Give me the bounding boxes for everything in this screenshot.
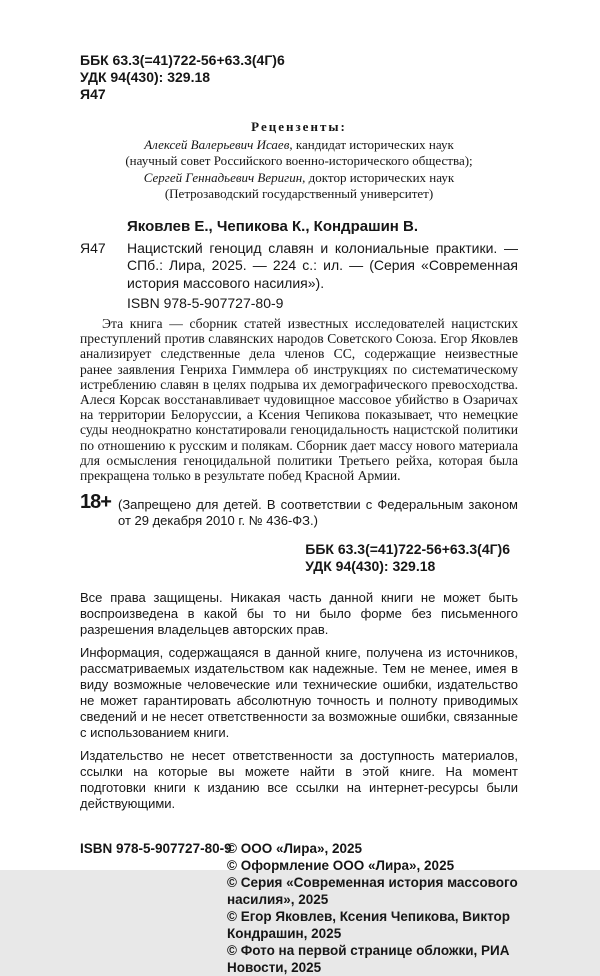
legal-disclaimers [80,590,518,812]
age-restriction-block [80,490,518,530]
bib-description: Нацистский геноцид славян и колониальные практики. — СПб.: Лира, 2025. — 224 с.: ил. — (Серия «Современная история массового насилия»). [127,239,518,291]
udk-code: УДК 94(430): 329.18 [80,69,211,85]
copyright-line: © Фото на первой странице обложки, РИА Новости, 2025 [227,942,510,975]
copyright-line: © Оформление ООО «Лира», 2025 [227,857,455,873]
annotation-text: Эта книга — сборник статей известных исследователей нацистских преступлений против славянских народов Советского Союза. Егор Яковлев анализирует следственные дела членов СС, содержащие неизвестные ранее заявления Генриха Гиммлера об инструкциях по систематическому истреблению славян в целях подрыва их демографического превосходства. Алеся Корсак восстанавливает чудовищное массовое убийство в Озаричах на территории Белоруссии, а Ксения Чепикова показывает, что немецкие суды неоднократно констатировали геноцидальность нацистской политики по отношению к русским и полякам. Сборник дает массу нового материала для осмысления геноцидальной политики Третьего рейха, которая была прекращена только в результате побед Красной Армии. [80,316,518,484]
bbk-code-bottom: ББК 63.3(=41)722-56+63.3(4Г)6 [305,540,510,557]
reviewer-1-degree: , кандидат исторических наук [289,136,454,152]
bib-author-sign: Я47 [80,239,106,256]
copyright-line: © ООО «Лира», 2025 [227,840,363,856]
author-sign: Я47 [80,86,106,102]
reviewers-heading: Рецензенты: [251,119,347,134]
bbk-code: ББК 63.3(=41)722-56+63.3(4Г)6 [80,52,285,68]
copyright-line: © Серия «Современная история массового насилия», 2025 [227,874,518,907]
udk-code-bottom: УДК 94(430): 329.18 [305,557,436,574]
bib-authors: Яковлев Е., Чепикова К., Кондрашин В. [127,217,419,235]
age-restriction-text: (Запрещено для детей. В соответствии с Федеральным законом от 29 декабря 2010 г. № 436-ФЗ.) [118,496,518,529]
imprint-block [80,840,518,976]
reviewer-1-affiliation: (научный совет Российского военно-исторического общества); [125,153,473,168]
legal-paragraph-accuracy: Информация, содержащаяся в данной книге, получена из источников, рассматриваемых издательством как надежные. Тем не менее, имея в виду возможные человеческие или технические ошибки, издательство не может гарантировать абсолютную точность и полноту приводимых сведений и не несет ответственности за возможные ошибки, связанные с использованием книги. [80,644,518,740]
reviewer-1-name: Алексей Валерьевич Исаев [144,136,290,152]
reviewers-block [80,119,518,203]
reviewer-1-line [80,137,518,154]
top-classification-codes [80,52,518,103]
reviewer-2-degree: , доктор исторических наук [302,169,455,185]
reviewer-2-name: Сергей Геннадьевич Веригин [143,169,303,185]
imprint-isbn: ISBN 978-5-907727-80-9 [80,840,232,856]
reviewer-2-affiliation: (Петрозаводский государственный университет) [164,186,434,201]
legal-paragraph-rights: Все права защищены. Никакая часть данной книги не может быть воспроизведена в какой бы то ни было форме без письменного разрешения владельцев авторских прав. [80,589,518,637]
copyright-line: © Егор Яковлев, Ксения Чепикова, Виктор Кондрашин, 2025 [227,908,511,941]
legal-paragraph-links: Издательство не несет ответственности за доступность материалов, ссылки на которые вы можете найти в этой книге. На момент подготовки книги к изданию все ссылки на интернет-ресурсы были действующими. [80,747,518,811]
bottom-classification-codes [305,541,510,575]
bibliographic-record [80,217,518,313]
bib-isbn: ISBN 978-5-907727-80-9 [127,295,284,311]
copyright-list [227,840,518,976]
bottom-codes-wrap [80,541,518,575]
age-restriction-badge: 18+ [80,490,111,513]
bib-entry [80,240,518,293]
reviewer-2-line [80,170,518,187]
